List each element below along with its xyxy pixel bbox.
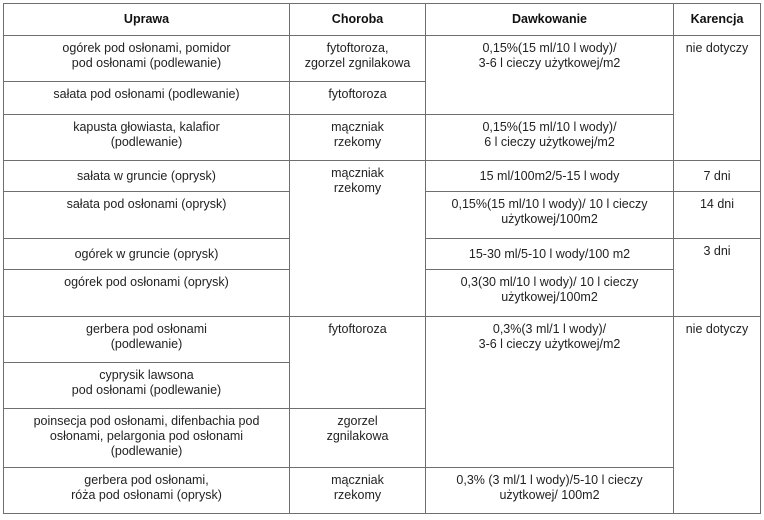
crop-cell: ogórek pod osłonami, pomidor pod osłonami (podlewanie)	[4, 36, 290, 82]
disease-cell: mączniak rzekomy	[290, 115, 426, 161]
header-row	[4, 4, 761, 36]
dosage-cell: 15-30 ml/5-10 l wody/100 m2	[426, 239, 674, 270]
dosage-cell: 0,3%(3 ml/1 l wody)/ 3-6 l cieczy użytkowej/m2	[426, 317, 674, 468]
header-choroba: Choroba	[290, 4, 426, 36]
table-row	[4, 161, 761, 192]
dosage-cell: 0,15%(15 ml/10 l wody)/ 3-6 l cieczy użytkowej/m2	[426, 36, 674, 115]
header-dawkowanie: Dawkowanie	[426, 4, 674, 36]
table-row	[4, 115, 761, 161]
disease-cell: zgorzel zgnilakowa	[290, 409, 426, 468]
header-karencja: Karencja	[674, 4, 761, 36]
crop-cell: sałata pod osłonami (podlewanie)	[4, 82, 290, 115]
crop-cell: sałata w gruncie (oprysk)	[4, 161, 290, 192]
table-row	[4, 317, 761, 363]
dosage-cell: 0,15%(15 ml/10 l wody)/ 6 l cieczy użytkowej/m2	[426, 115, 674, 161]
disease-cell: fytoftoroza	[290, 82, 426, 115]
withdrawal-cell: nie dotyczy	[674, 317, 761, 514]
dosage-table	[3, 3, 761, 514]
withdrawal-cell: 7 dni	[674, 161, 761, 192]
disease-cell: fytoftoroza, zgorzel zgnilakowa	[290, 36, 426, 82]
dosage-cell: 0,3(30 ml/10 l wody)/ 10 l cieczy użytkowej/100m2	[426, 270, 674, 317]
crop-cell: sałata pod osłonami (oprysk)	[4, 192, 290, 239]
disease-cell: mączniak rzekomy	[290, 468, 426, 514]
crop-cell: kapusta głowiasta, kalafior (podlewanie)	[4, 115, 290, 161]
table-row	[4, 36, 761, 82]
header-uprawa: Uprawa	[4, 4, 290, 36]
crop-cell: gerbera pod osłonami, róża pod osłonami (oprysk)	[4, 468, 290, 514]
withdrawal-cell: 14 dni	[674, 192, 761, 239]
dosage-cell: 0,15%(15 ml/10 l wody)/ 10 l cieczy użytkowej/100m2	[426, 192, 674, 239]
crop-cell: gerbera pod osłonami (podlewanie)	[4, 317, 290, 363]
crop-cell: ogórek w gruncie (oprysk)	[4, 239, 290, 270]
table-row	[4, 468, 761, 514]
dosage-cell: 0,3% (3 ml/1 l wody)/5-10 l cieczy użytkowej/ 100m2	[426, 468, 674, 514]
crop-cell: poinsecja pod osłonami, difenbachia pod osłonami, pelargonia pod osłonami (podlewanie)	[4, 409, 290, 468]
withdrawal-cell: 3 dni	[674, 239, 761, 317]
dosage-cell: 15 ml/100m2/5-15 l wody	[426, 161, 674, 192]
crop-cell: cyprysik lawsona pod osłonami (podlewanie)	[4, 363, 290, 409]
disease-cell: mączniak rzekomy	[290, 161, 426, 317]
disease-cell: fytoftoroza	[290, 317, 426, 409]
crop-cell: ogórek pod osłonami (oprysk)	[4, 270, 290, 317]
withdrawal-cell: nie dotyczy	[674, 36, 761, 161]
